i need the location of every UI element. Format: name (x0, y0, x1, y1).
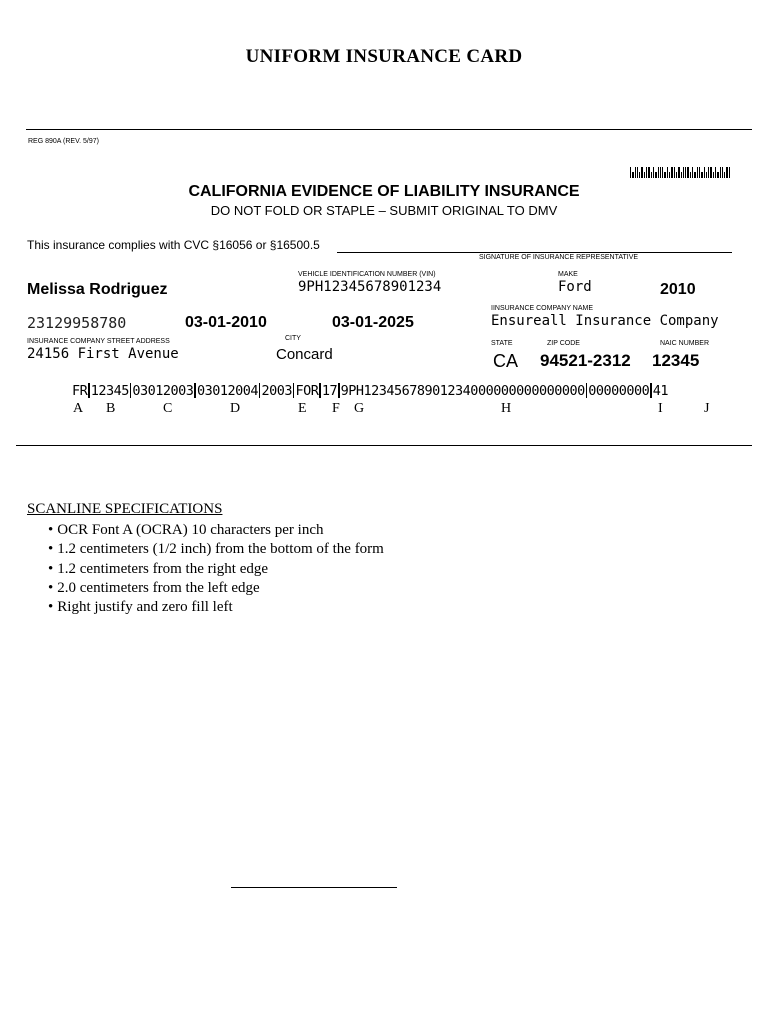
scanline-field: FOR (295, 383, 319, 399)
field-letter-a: A (73, 401, 84, 416)
street-address-label: INSURANCE COMPANY STREET ADDRESS (27, 338, 170, 345)
document-title: UNIFORM INSURANCE CARD (245, 46, 523, 67)
signature-line (337, 252, 732, 253)
scanline-field: 2003 (261, 383, 292, 399)
field-letter-g: G (354, 401, 365, 416)
form-number: REG 890A (REV. 5/97) (28, 138, 99, 145)
bottom-rule (231, 887, 397, 888)
company-name-value: Ensureall Insurance Company (491, 313, 719, 329)
policy-number: 23129958780 (27, 314, 127, 332)
list-item-text: 1.2 centimeters (1/2 inch) from the bottom of the form (57, 541, 384, 558)
effective-date: 03-01-2010 (185, 314, 267, 331)
compliance-statement: This insurance complies with CVC §16056 or §16500.5 (27, 238, 320, 252)
field-letter-e: E (298, 401, 307, 416)
list-item (48, 521, 384, 540)
bullet-icon: • (48, 522, 54, 538)
scanline-separator (194, 383, 196, 398)
zip-label: ZIP CODE (547, 340, 580, 347)
scanline-field: 03012004 (196, 383, 258, 399)
signature-label: SIGNATURE OF INSURANCE REPRESENTATIVE (479, 254, 639, 261)
card-bottom-border (16, 445, 752, 446)
list-item-text: 1.2 centimeters from the right edge (57, 560, 269, 577)
expiration-date: 03-01-2025 (332, 314, 414, 331)
vin-label: VEHICLE IDENTIFICATION NUMBER (VIN) (298, 271, 436, 278)
field-letter-h: H (501, 401, 512, 416)
list-item (48, 598, 384, 617)
field-letter-i: I (658, 401, 663, 416)
bullet-icon: • (48, 599, 54, 616)
scanline-separator (338, 383, 340, 398)
city-label: CITY (285, 335, 301, 342)
city-value: Concard (276, 346, 333, 363)
field-letter-b: B (106, 401, 116, 416)
list-item-text: 2.0 centimeters from the left edge (57, 579, 260, 596)
specifications-list (48, 521, 384, 617)
field-letter-d: D (230, 401, 241, 416)
scanline-field: 03012003 (132, 383, 194, 399)
scanline-field: 41 (652, 383, 669, 399)
scanline-separator (88, 383, 90, 398)
list-item (48, 560, 384, 579)
make-label: MAKE (558, 271, 578, 278)
scanline-field: 12345 (90, 383, 129, 399)
vehicle-year: 2010 (660, 281, 696, 298)
naic-value: 12345 (652, 351, 700, 370)
scanline-separator (586, 383, 588, 398)
card-top-border (26, 129, 752, 130)
scanline-field: 9PH12345678901234000000000000000 (340, 383, 585, 399)
list-item (48, 540, 384, 559)
form-heading: CALIFORNIA EVIDENCE OF LIABILITY INSURANCE (188, 183, 580, 200)
field-letter-f: F (332, 401, 340, 416)
ocr-scanline (72, 383, 668, 399)
naic-label: NAIC NUMBER (660, 340, 710, 347)
bullet-icon: • (48, 541, 54, 558)
specifications-title: SCANLINE SPECIFICATIONS (27, 501, 223, 517)
barcode-icon (630, 167, 738, 178)
list-item (48, 579, 384, 598)
scanline-field: FR (72, 383, 88, 399)
state-value: CA (493, 351, 519, 371)
scanline-field: 00000000 (588, 383, 650, 399)
scanline-separator (319, 383, 321, 398)
scanline-separator (650, 383, 652, 398)
make-value: Ford (558, 279, 592, 295)
state-label: STATE (491, 340, 513, 347)
bullet-icon: • (48, 579, 54, 596)
field-letter-c: C (163, 401, 173, 416)
insured-name: Melissa Rodriguez (27, 281, 168, 298)
list-item-text: OCR Font A (OCRA) 10 characters per inch (57, 522, 324, 538)
street-address-value: 24156 First Avenue (27, 346, 179, 362)
company-name-label: IINSURANCE COMPANY NAME (491, 305, 594, 312)
bullet-icon: • (48, 560, 54, 577)
list-item-text: Right justify and zero fill left (57, 599, 233, 616)
scanline-field: 17 (321, 383, 338, 399)
zip-value: 94521-2312 (540, 351, 631, 370)
field-letter-j: J (704, 401, 710, 416)
vin-value: 9PH12345678901234 (298, 279, 442, 295)
form-subheading: DO NOT FOLD OR STAPLE – SUBMIT ORIGINAL TO DMV (210, 203, 558, 218)
